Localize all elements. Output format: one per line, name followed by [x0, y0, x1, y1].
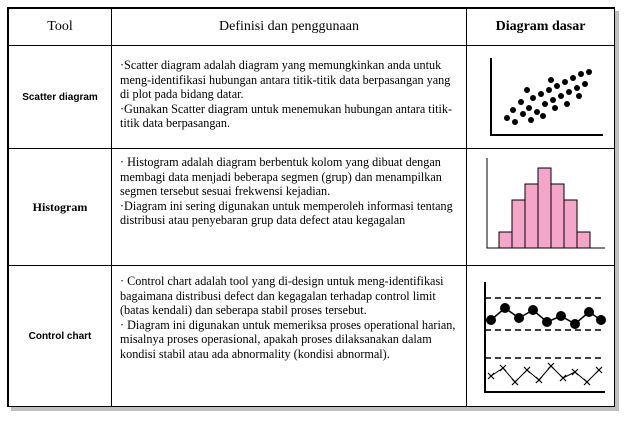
scatter-point [574, 85, 580, 91]
scatter-point [540, 113, 546, 119]
control-data-point [486, 315, 496, 325]
scatter-axes [491, 58, 603, 135]
histogram-bar [551, 184, 564, 248]
control-data-point [500, 303, 510, 313]
tool-name-control-chart: Control chart [9, 266, 112, 407]
scatter-point [570, 75, 576, 81]
control-data-point [570, 319, 580, 329]
scatter-point [582, 81, 588, 87]
histogram-bar [577, 232, 590, 248]
definition-paragraph: · Diagram ini digunakan untuk memeriksa proses operational harian, misalnya proses operasional, apakah proses dilaksanakan dalam kondisi stabil atau ada abnormality (kondisi abnormal). [120, 317, 456, 361]
scatter-point [558, 93, 564, 99]
control-x-marker [596, 367, 602, 373]
comparison-table-frame [7, 7, 615, 407]
control-data-point [556, 311, 566, 321]
scatter-point [578, 71, 584, 77]
scatter-point [550, 97, 556, 103]
control-x-marker [548, 363, 554, 369]
scatter-point [530, 95, 536, 101]
scatter-point [554, 83, 560, 89]
control-x-marker [488, 373, 494, 379]
figure-scatter [467, 46, 615, 149]
control-data-point [528, 305, 538, 315]
histogram-bar [499, 232, 512, 248]
histogram-figure [471, 152, 611, 262]
control-data-point [514, 313, 524, 323]
scatter-point [538, 91, 544, 97]
figure-histogram [467, 149, 615, 266]
definition-paragraph: · Histogram adalah diagram berbentuk kolom yang dibuat dengan membagi data menjadi beberapa segmen (grup) dan menampilkan segmen tersebut sesuai frekwensi kejadian. [120, 155, 442, 199]
scatter-point [542, 101, 548, 107]
quality-tools-table [8, 8, 615, 407]
scatter-point [512, 119, 518, 125]
scatter-point [518, 99, 524, 105]
definition-paragraph: ·Diagram ini sering digunakan untuk memperoleh informasi tentang distribusi atau penyebaran grup data defect atau kegagalan [120, 198, 453, 228]
scatter-point [504, 115, 510, 121]
scatter-point [524, 87, 530, 93]
definition-paragraph: ·Gunakan Scatter diagram untuk menemukan hubungan antara titik-titik data berpasangan. [120, 101, 453, 131]
definition-paragraph: · Control chart adalah tool yang di-design untuk meng-identifikasi bagaimana distribusi defect dan kegagalan terhadap control limit (batas kendali) dan seberapa stabil proses tersebut. [120, 274, 444, 318]
figure-control-chart [467, 266, 615, 407]
control-x-marker [584, 379, 590, 385]
control-x-marker [524, 367, 530, 373]
control-data-point [584, 307, 594, 317]
control-data-point [542, 317, 552, 327]
scatter-point [566, 89, 572, 95]
header-row [9, 9, 615, 46]
tool-name-scatter: Scatter diagram [9, 46, 112, 149]
scatter-point [564, 101, 570, 107]
control-data-line-lower [491, 366, 599, 382]
row-scatter [9, 46, 615, 149]
scatter-point [546, 87, 552, 93]
control-x-marker [500, 365, 506, 371]
histogram-bar [512, 200, 525, 248]
histogram-bar [564, 200, 577, 248]
scatter-diagram-figure [471, 50, 611, 145]
scatter-point [534, 109, 540, 115]
scatter-point [562, 79, 568, 85]
control-data-point [596, 315, 606, 325]
scatter-point [526, 105, 532, 111]
row-histogram [9, 149, 615, 266]
header-definition: Definisi dan penggunaan [112, 9, 467, 46]
scatter-point [528, 117, 534, 123]
definition-control-chart [112, 266, 467, 407]
header-diagram: Diagram dasar [467, 9, 615, 46]
definition-paragraph: ·Scatter diagram adalah diagram yang memungkinkan anda untuk meng-identifikasi hubungan antara titik-titik data berpasangan yang di plot pada bidang datar. [120, 58, 451, 102]
row-control-chart [9, 266, 615, 407]
control-x-marker [560, 375, 566, 381]
control-chart-figure [471, 272, 611, 400]
control-x-marker [572, 369, 578, 375]
tool-name-histogram: Histogram [9, 149, 112, 266]
scatter-point [576, 93, 582, 99]
scatter-point [548, 77, 554, 83]
control-x-marker [512, 379, 518, 385]
scatter-point [520, 111, 526, 117]
control-x-marker [536, 377, 542, 383]
histogram-bar [538, 168, 551, 248]
header-tool: Tool [9, 9, 112, 46]
scatter-point [586, 69, 592, 75]
definition-histogram [112, 149, 467, 266]
scatter-point [552, 105, 558, 111]
definition-scatter [112, 46, 467, 149]
scatter-point [510, 107, 516, 113]
histogram-bar [525, 184, 538, 248]
